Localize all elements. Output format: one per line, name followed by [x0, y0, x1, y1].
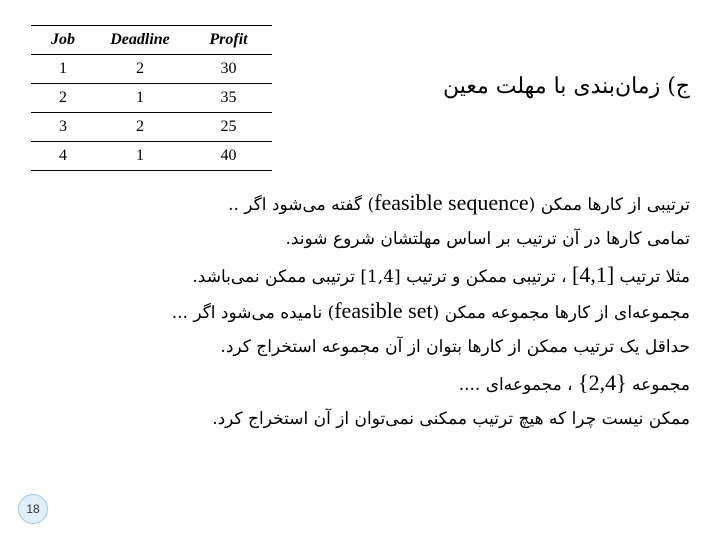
cell-deadline: 2 [95, 113, 185, 142]
line-text: ترتیبی از کارها ممکن ( [528, 195, 690, 215]
header-job: Job [31, 26, 95, 55]
cell-profit: 40 [185, 142, 272, 171]
line-text: مجموعه‌ای از کارها مجموعه ممکن ( [432, 303, 690, 323]
text-line [30, 221, 690, 257]
table-row [31, 142, 272, 171]
cell-deadline: 2 [95, 55, 185, 84]
cell-job: 1 [31, 55, 95, 84]
latin-term: [4,1] [571, 262, 615, 287]
table-row [31, 84, 272, 113]
latin-term: {2,4} [578, 370, 627, 395]
line-text: ) گفته می‌شود اگر .. [228, 195, 375, 215]
table-row [31, 113, 272, 142]
text-line [30, 329, 690, 365]
cell-profit: 30 [185, 55, 272, 84]
latin-term: feasible set [334, 298, 433, 323]
line-text: ممکن نیست چرا که هیچ ترتیب ممکنی نمی‌توان از آن استخراج کرد. [212, 409, 690, 429]
table-row [31, 55, 272, 84]
cell-job: 3 [31, 113, 95, 142]
job-table [31, 25, 272, 171]
cell-job: 4 [31, 142, 95, 171]
text-line [30, 185, 690, 221]
text-line [30, 365, 690, 401]
line-text: مثلا ترتیب [614, 267, 690, 287]
body-text [30, 185, 690, 437]
page-number: 18 [18, 494, 48, 524]
section-heading: ج) زمان‌بندی با مهلت معین [443, 74, 690, 99]
line-text: ) نامیده می‌شود اگر ... [171, 303, 335, 323]
text-line [30, 293, 690, 329]
line-text: حداقل یک ترتیب ممکن از کارها بتوان از آن مجموعه استخراج کرد. [220, 337, 690, 357]
line-text: تمامی کارها در آن ترتیب بر اساس مهلتشان شروع شوند. [285, 229, 690, 249]
cell-profit: 35 [185, 84, 272, 113]
header-profit: Profit [185, 26, 272, 55]
line-text: ، ترتیبی ممکن و ترتیب [1,4] ترتیبی ممکن نمی‌باشد. [192, 267, 572, 287]
cell-profit: 25 [185, 113, 272, 142]
cell-deadline: 1 [95, 142, 185, 171]
latin-term: feasible sequence [374, 190, 529, 215]
cell-deadline: 1 [95, 84, 185, 113]
line-text: ، مجموعه‌ای .... [458, 375, 579, 395]
text-line [30, 401, 690, 437]
line-text: مجموعه [626, 375, 690, 395]
header-deadline: Deadline [95, 26, 185, 55]
table-header-row [31, 26, 272, 55]
cell-job: 2 [31, 84, 95, 113]
text-line [30, 257, 690, 293]
